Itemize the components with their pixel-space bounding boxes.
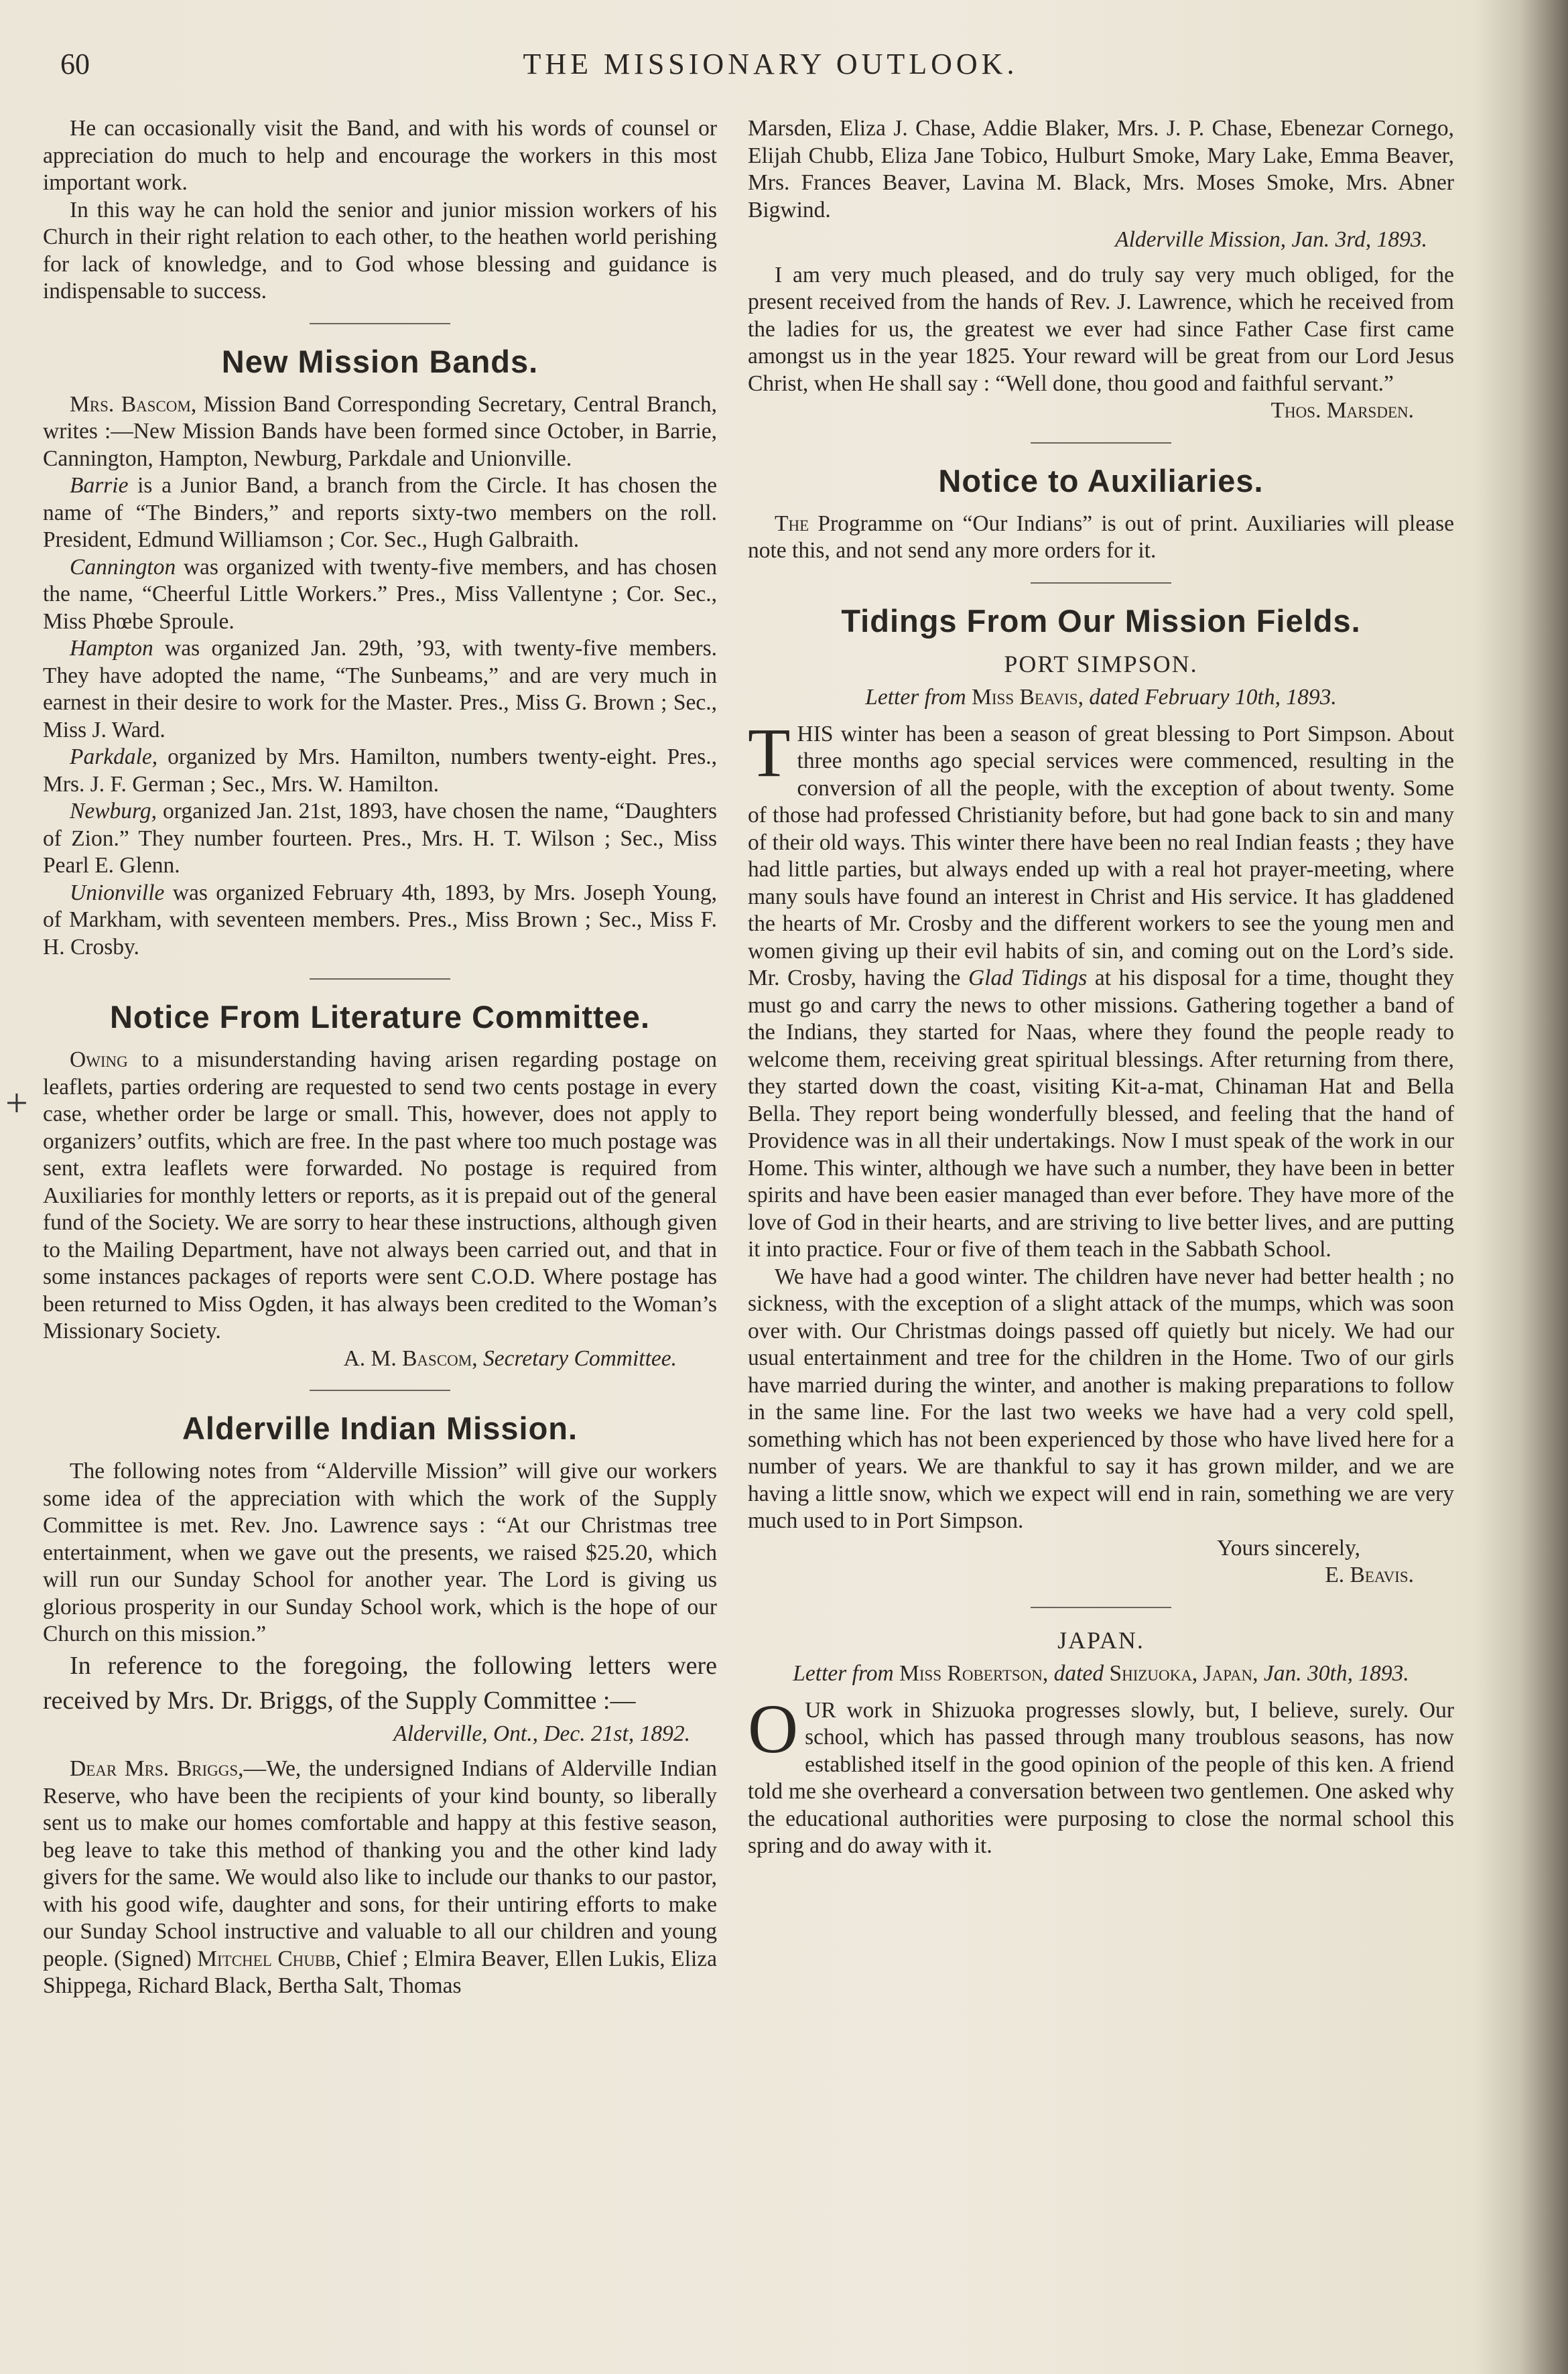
paragraph: Mrs. Bascom, Mission Band Corresponding Secretary, Central Branch, writes :—New Mission Bands have been formed since October, in Barrie, Cannington, Hampton, Newburg, Parkdale and Unionville. [43, 391, 717, 471]
paragraph: We have had a good winter. The children have never had better health ; no sickness, with the exception of a slight attack of the mumps, which was soon over with. Our Christmas doings passed off quietly but nicely. We had our usual entertainment and tree for the children in the Home. Two of our girls have married during the winter, and another is making preparations to follow in the same line. For the last two weeks we have had a very cold spell, something which has not been experienced by those who have lived here for a number of years. We are thankful to say it has grown milder, and we are having a little snow, which we expect will end in rain, something we are very much used to in Port Simpson. [748, 1264, 1454, 1533]
heading-alderville: Alderville Indian Mission. [182, 1410, 578, 1446]
heading-notice-auxiliaries: Notice to Auxiliaries. [938, 462, 1264, 499]
letter-attribution: Letter from Miss Beavis, dated February 10th, 1893. [865, 685, 1337, 710]
heading-literature-committee: Notice From Literature Committee. [109, 999, 651, 1035]
signature: Thos. Marsden. [1270, 398, 1414, 423]
paragraph-cannington: Cannington was organized with twenty-five members, and has chosen the name, “Cheerful Little Workers.” Pres., Miss Vallentyne ; Cor. Sec., Miss Phœbe Sproule. [43, 554, 717, 634]
heading-new-mission-bands: New Mission Bands. [221, 343, 539, 379]
section-divider [310, 978, 450, 980]
section-divider [310, 323, 450, 324]
page-header [60, 47, 1481, 94]
section-divider [310, 1390, 450, 1391]
closing: Yours sincerely, [1216, 1535, 1360, 1561]
letter-body: OUR work in Shizuoka progresses slowly, but, I believe, surely. Our school, which has passed through many troublous seasons, has now established itself in the good opinion of the people of this ken. A friend told me she overheard a conversation between two gentlemen. One asked why the educational authorities were purposing to close the normal school this spring and do away with it. [748, 1690, 1454, 1858]
paragraph: The following notes from “Alderville Mission” will give our workers some idea of the appreciation with which the work of the Supply Committee is met. Rev. Jno. Lawrence says : “At our Christmas tree entertainment, when we gave out the presents, we raised $25.20, which will run our Sunday School for another year. The Lord is giving us glorious prosperity in our Sunday School work, which is the hope of our Church on this mission.” [43, 1459, 717, 1646]
section-divider [1031, 442, 1171, 444]
paragraph-newburg: Newburg, organized Jan. 21st, 1893, have chosen the name, “Daughters of Zion.” They number fourteen. Pres., Mrs. H. T. Wilson ; Sec., Miss Pearl E. Glenn. [43, 799, 717, 878]
signature: A. M. Bascom, Secretary Committee. [343, 1345, 677, 1371]
paragraph: In this way he can hold the senior and junior mission workers of his Church in their right relation to each other, to the heathen world perishing for lack of knowledge, and to God whose blessing and guidance is indispensable to success. [43, 197, 717, 304]
section-divider [1031, 1607, 1171, 1608]
paragraph: I am very much pleased, and do truly say very much obliged, for the present received from the hands of Rev. J. Lawrence, which he received from the ladies for us, the greatest we ever had since Father Case first came amongst us in the year 1825. Your reward will be great from our Lord Jesus Christ, when He shall say : “Well done, thou good and faithful servant.” [748, 262, 1454, 396]
letter-attribution: Letter from Miss Robertson, dated Shizuoka, Japan, Jan. 30th, 1893. [793, 1661, 1409, 1686]
page-number: 60 [60, 48, 90, 80]
signatory-list: Marsden, Eliza J. Chase, Addie Blaker, Mrs. J. P. Chase, Ebenezar Cornego, Elijah Chubb, Eliza Jane Tobico, Hulburt Smoke, Mary Lake, Emma Beaver, Mrs. Frances Beaver, Lavina M. Black, Mrs. Moses Smoke, Mrs. Abner Bigwind. [748, 116, 1454, 222]
paragraph-parkdale: Parkdale, organized by Mrs. Hamilton, numbers twenty-eight. Pres., Mrs. J. F. German ; Sec., Mrs. W. Hamilton. [43, 744, 717, 797]
left-column [43, 115, 717, 2000]
paragraph: He can occasionally visit the Band, and with his words of counsel or appreciation do much to help and encourage the workers in this most important work. [43, 116, 717, 195]
letter-body: THIS winter has been a season of great blessing to Port Simpson. About three months ago special services were commenced, resulting in the conversion of all the people, with the exception of about twenty. Some of those had professed Christianity before, but had gone back to sin and many of their old ways. This winter there have been no real Indian feasts ; they have had little parties, but always ended up with a real hot prayer-meeting, where many souls have found an interest in Christ and His service. It has gladdened the hearts of Mr. Crosby and the different workers to see the young men and women giving up their evil habits of sin, and coming out on the Lord’s side. Mr. Crosby, having the Glad Tidings at his disposal for a time, thought they must go and carry the news to other missions. Gathering together a band of the Indians, they started for Naas, where they found the people ready to welcome them, receiving great spiritual blessings. After returning from there, they started down the coast, visiting Kit-a-mat, Chinaman Hat and Bella Bella. They report being wonderfully blessed, and feeling that the hand of Providence was in all their undertakings. Now I must speak of the work in our Home. This winter, although we have such a number, they have been in better spirits and have been easier managed than ever before. They have more of the love of God in their hearts, and are striving to live better lives, and are putting it into practice. Four or five of them teach in the Sabbath School. [748, 714, 1455, 1262]
section-divider [1031, 582, 1171, 584]
letter-body: Dear Mrs. Briggs,—We, the undersigned Indians of Alderville Indian Reserve, who have been the recipients of your kind bounty, so liberally sent us to make our homes comfortable and happy at this festive season, beg leave to take this method of thanking you and the other kind lady givers for the same. We would also like to include our thanks to our pastor, with his good wife, daughter and sons, for their untiring efforts to make our Sunday School instructive and valuable to all our children and young people. (Signed) Mitchel Chubb, Chief ; Elmira Beaver, Ellen Lukis, Eliza Shippega, Richard Black, Bertha Salt, Thomas [43, 1756, 718, 1998]
paragraph-unionville: Unionville was organized February 4th, 1893, by Mrs. Joseph Young, of Markham, with seventeen members. Pres., Miss Brown ; Sec., Miss F. H. Crosby. [43, 880, 717, 960]
heading-tidings: Tidings From Our Mission Fields. [841, 602, 1361, 639]
drop-cap: O [748, 1690, 799, 1768]
right-column [748, 115, 1454, 1860]
signature: E. Beavis. [1325, 1563, 1414, 1587]
paragraph: The Programme on “Our Indians” is out of print. Auxiliaries will please note this, and not send any more orders for it. [748, 511, 1454, 563]
paragraph-barrie: Barrie is a Junior Band, a branch from the Circle. It has chosen the name of “The Binders,” and reports sixty-two members on the roll. President, Edmund Williamson ; Cor. Sec., Hugh Galbraith. [43, 473, 717, 552]
drop-cap: T [748, 714, 791, 791]
running-title: THE MISSIONARY OUTLOOK. [523, 48, 1019, 80]
paragraph: Owing to a misunderstanding having arisen regarding postage on leaflets, parties ordering are requested to send two cents postage in every case, whether order be large or small. This, however, does not apply to organizers’ outfits, which are free. In the past where too much postage was sent, extra leaflets were forwarded. No postage is required from Auxiliaries for monthly letters or reports, as it is prepaid out of the general fund of the Society. We are sorry to hear these instructions, although given to the Mailing Department, have not always been carried out, and that in some instances packages of reports were sent C.O.D. Where postage has been returned to Miss Ogden, it has always been credited to the Woman’s Missionary Society. [43, 1047, 717, 1343]
paragraph-hampton: Hampton was organized Jan. 29th, ’93, with twenty-five members. They have adopted the name, “The Sunbeams,” and are very much in earnest in their desire to work for the Master. Pres., Miss G. Brown ; Sec., Miss J. Ward. [43, 636, 717, 742]
margin-annotation-cross: + [5, 1081, 28, 1125]
dateline: Alderville Mission, Jan. 3rd, 1893. [1115, 227, 1427, 252]
paragraph: In reference to the foregoing, the following letters were received by Mrs. Dr. Briggs, of the Supply Committee :— [43, 1651, 717, 1715]
dateline: Alderville, Ont., Dec. 21st, 1892. [393, 1721, 690, 1746]
subheading-japan: JAPAN. [1057, 1626, 1145, 1654]
subheading-port-simpson: PORT SIMPSON. [1004, 650, 1198, 677]
